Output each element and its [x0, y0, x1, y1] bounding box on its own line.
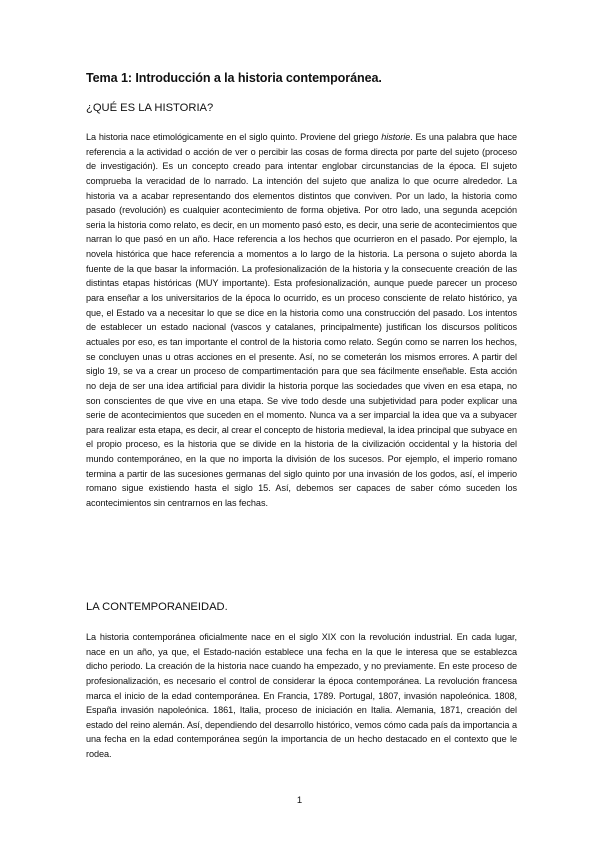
page-number: 1 — [296, 795, 303, 806]
paragraph-term-historie: historie — [381, 132, 411, 142]
paragraph-text-start: La historia nace etimológicamente en el siglo quinto. Proviene del griego — [86, 132, 382, 142]
page-title: Tema 1: Introducción a la historia contemporánea. — [86, 71, 382, 85]
paragraph-text-rest: . Es una palabra que hace referencia a la actividad o acción de ver o percibir las cosas de forma directa por parte del sujeto (proceso de investigación). Es un concepto creado para intentar englobar circunstancias de la época. El sujeto comprueba la veracidad de lo narrado. La intención del sujeto que analiza lo que ocurre alrededor. La historia va a acabar representando dos elementos distintos que conviven. Por un lado, la historia como pasado (revolución) es cualquier acontecimiento de forma objetiva. Por otro lado, una segunda acepción seria la historia como relato, es decir, en un momento pasó esto, es decir, una serie de acontecimientos que narran lo que pasó en un año. Hace referencia a los hechos que ocurrieron en el pasado. Por ejemplo, la novela histórica que hace referencia a momentos a lo largo de la historia. La persona o sujeto aborda la fuente de la que basar la información. La profesionalización de la historia y la consecuente creación de las distintas etapas históricas (MUY importante). Esta profesionalización, aunque puede parecer un proceso para enseñar a los universitarios de la época lo ocurrido, es un proceso consciente de relato histórico, ya que, el Estado va a necesitar lo que se dice en la historia como una construcción del pasado. Los intentos de establecer un estado nacional (vascos y catalanes, principalmente) justifican los discursos políticos actuales por eso, es tan importante el control de la historia como relato. Según como se narren los hechos, se concluyen unas u otras acciones en el presente. Así, no se cometerán los mismos errores. A partir del siglo 19, se va a crear un proceso de compartimentación para que sea fácilmente enseñable. Esta acción no deja de ser una idea artificial para dividir la historia porque las sociedades que viven en esa etapa, no son conscientes de que vive en una etapa. Se vive todo desde una subjetividad para poder explicar una serie de acontecimientos que suceden en el momento. Nunca va a ser imparcial la idea que va a subyacer para realizar esta etapa, es decir, al crear el concepto de historia medieval, la idea principal que subyace en el propio proceso, es la historia que se divide en la historia de la civilización occidental y la historia del mundo contemporáneo, en la que no importa la división de los sucesos. Por ejemplo, el imperio romano termina a partir de las sucesiones germanas del siglo quinto por una invasión de los godos, así, el imperio romano sigue existiendo hasta el siglo 15. Así, debemos ser capaces de saber cómo suceden los acontecimientos sin centrarnos en las fechas. — [86, 132, 517, 509]
section-heading-contemporaneidad: LA CONTEMPORANEIDAD. — [86, 601, 228, 613]
section-paragraph-historia — [86, 130, 517, 511]
section-paragraph-contemporaneidad: La historia contemporánea oficialmente nace en el siglo XIX con la revolución industrial. En cada lugar, nace en un año, ya que, el Estado-nación establece una fecha en la que le interesa que se establezca dicho periodo. La creación de la historia nace cuando ha empezado, y no previamente. En este proceso de profesionalización, es necesario el control de considerar la época contemporánea. La revolución francesa marca el inicio de la edad contemporánea. En Francia, 1789. Portugal, 1807, invasión napoleónica. 1808, España invasión napoleónica. 1861, Italia, proceso de iniciación en Italia. Alemania, 1871, creación del estado del reino alemán. Así, dependiendo del desarrollo histórico, vemos cómo cada país da importancia a una fecha en la edad contemporánea según la importancia de un hecho destacado en el contexto que le rodea. — [86, 632, 517, 760]
section-heading-que-es-la-historia: ¿QUÉ ES LA HISTORIA? — [86, 102, 214, 114]
